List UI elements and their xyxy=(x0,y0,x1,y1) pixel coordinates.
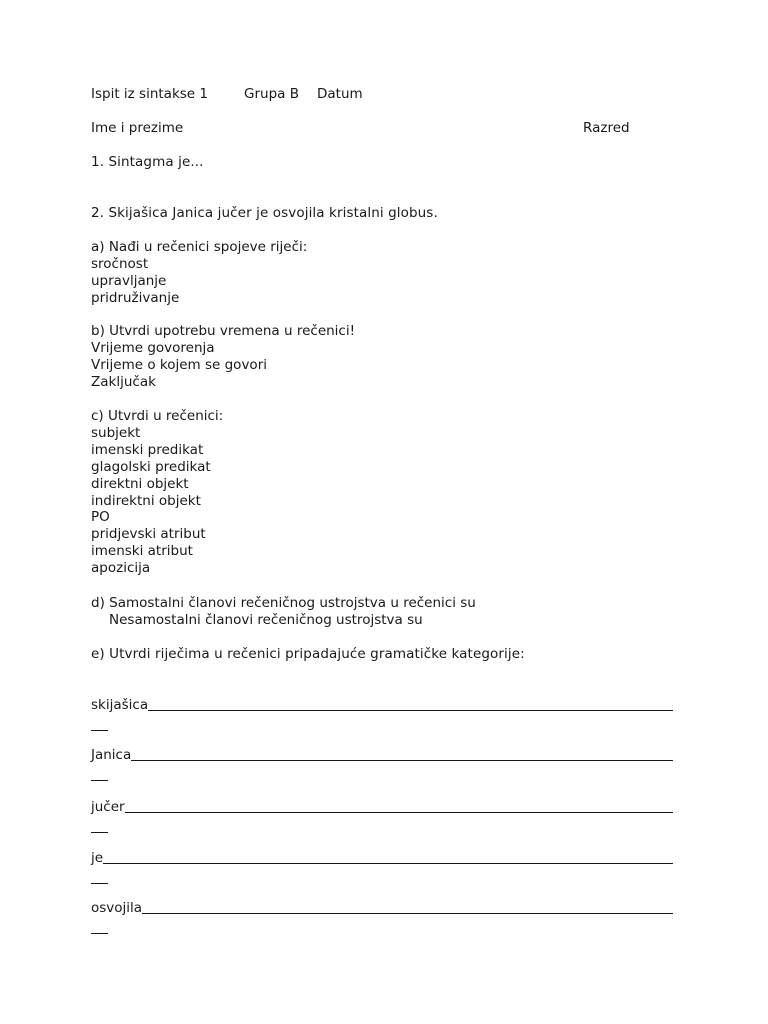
section-c-item: imenski atribut xyxy=(91,543,193,560)
section-d xyxy=(91,595,476,629)
section-a-item: sročnost xyxy=(91,255,149,272)
answer-word: Janica xyxy=(91,747,132,763)
exam-title: Ispit iz sintakse 1 xyxy=(91,86,208,102)
section-c-item: PO xyxy=(91,509,110,526)
class-label: Razred xyxy=(583,120,630,136)
answer-row xyxy=(91,697,673,714)
question-2-sentence: 2. Skijašica Janica jučer je osvojila kristalni globus. xyxy=(91,205,438,221)
answer-row xyxy=(91,799,673,816)
answer-blank-line[interactable] xyxy=(142,900,673,914)
section-b-prompt: b) Utvrdi upotrebu vremena u rečenici! xyxy=(91,323,356,339)
section-b xyxy=(91,323,355,391)
section-c-item: pridjevski atribut xyxy=(91,526,206,543)
section-b-item: Vrijeme govorenja xyxy=(91,339,215,356)
answer-word: osvojila xyxy=(91,900,143,916)
section-c-item: direktni objekt xyxy=(91,475,189,492)
section-c-item: imenski predikat xyxy=(91,441,204,458)
section-c xyxy=(91,408,223,577)
name-label: Ime i prezime xyxy=(91,120,184,136)
answer-row xyxy=(91,850,673,867)
section-a-prompt: a) Nađi u rečenici spojeve riječi: xyxy=(91,239,308,255)
section-d-line-1: d) Samostalni članovi rečeničnog ustrojstva u rečenici su xyxy=(91,595,476,611)
answer-word: skijašica xyxy=(91,697,149,713)
section-a xyxy=(91,239,307,307)
section-c-prompt: c) Utvrdi u rečenici: xyxy=(91,408,224,424)
answer-row xyxy=(91,747,673,764)
answer-word: jučer xyxy=(91,799,125,815)
answer-blank-tail xyxy=(91,882,108,884)
section-e-prompt: e) Utvrdi riječima u rečenici pripadajuće gramatičke kategorije: xyxy=(91,646,525,662)
section-d-line-2: Nesamostalni članovi rečeničnog ustrojstva su xyxy=(109,611,423,628)
answer-blank-line[interactable] xyxy=(103,850,673,864)
section-a-item: upravljanje xyxy=(91,272,167,289)
section-c-item: apozicija xyxy=(91,560,151,577)
answer-word: je xyxy=(91,850,104,866)
section-a-item: pridruživanje xyxy=(91,289,180,306)
answer-blank-tail xyxy=(91,779,108,781)
answer-blank-tail xyxy=(91,932,108,934)
section-c-item: glagolski predikat xyxy=(91,458,211,475)
section-b-item: Zaključak xyxy=(91,373,156,390)
answer-row xyxy=(91,900,673,917)
answer-blank-line[interactable] xyxy=(125,799,673,813)
answer-blank-line[interactable] xyxy=(148,697,673,711)
section-c-item: subjekt xyxy=(91,424,141,441)
answer-blank-tail xyxy=(91,831,108,833)
exam-group: Grupa B xyxy=(244,86,299,102)
section-b-item: Vrijeme o kojem se govori xyxy=(91,356,267,373)
answer-blank-line[interactable] xyxy=(131,747,673,761)
answer-blank-tail xyxy=(91,729,108,731)
question-1: 1. Sintagma je... xyxy=(91,154,204,170)
section-c-item: indirektni objekt xyxy=(91,492,201,509)
date-label: Datum xyxy=(317,86,363,102)
